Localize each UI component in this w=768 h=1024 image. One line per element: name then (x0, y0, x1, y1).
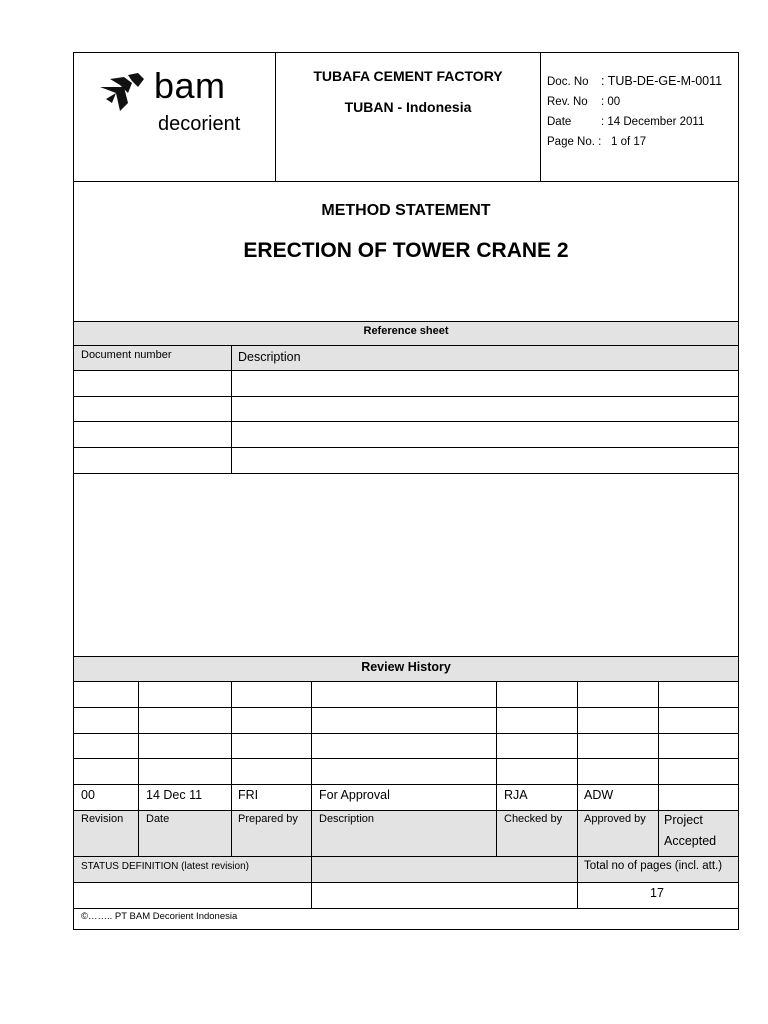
company-logo (98, 65, 258, 141)
bam-logo-icon (98, 73, 154, 113)
logo-subtitle: decorient (158, 113, 241, 135)
review-description: For Approval (319, 788, 390, 802)
date-label: Date (547, 116, 572, 128)
review-heading: Review History (361, 660, 451, 674)
status-definition-label: STATUS DEFINITION (latest revision) (81, 861, 249, 872)
doc-no-value: : TUB-DE-GE-M-0011 (601, 74, 723, 88)
label-revision: Revision (81, 813, 124, 825)
label-description: Description (319, 813, 375, 825)
divider (540, 53, 541, 181)
review-approved-by: ADW (584, 788, 614, 802)
label-project: Project (664, 813, 703, 827)
page-no-value: 1 of 17 (611, 136, 647, 148)
reference-col-doc-number: Document number (81, 349, 172, 361)
review-prepared-by: FRI (238, 788, 259, 802)
label-checked-by: Checked by (504, 813, 563, 825)
divider (74, 181, 738, 182)
review-date: 14 Dec 11 (146, 788, 203, 802)
total-pages-label: Total no of pages (incl. att.) (584, 860, 723, 872)
document-type: METHOD STATEMENT (321, 202, 491, 219)
total-pages-value: 17 (650, 886, 664, 900)
document-title: ERECTION OF TOWER CRANE 2 (243, 239, 569, 262)
logo-brand: bam (154, 65, 226, 106)
project-location: TUBAN - Indonesia (344, 99, 472, 115)
page-no-label: Page No. : (547, 136, 602, 148)
project-name: TUBAFA CEMENT FACTORY (313, 68, 503, 84)
rev-no-label: Rev. No (547, 96, 588, 108)
copyright-notice: ©…….. PT BAM Decorient Indonesia (81, 911, 238, 922)
label-approved-by: Approved by (584, 813, 646, 825)
review-checked-by: RJA (504, 788, 528, 802)
doc-no-label: Doc. No (547, 76, 589, 88)
label-prepared-by: Prepared by (238, 813, 298, 825)
reference-col-description: Description (238, 350, 301, 364)
reference-heading: Reference sheet (363, 325, 449, 337)
reference-column-row (74, 346, 738, 371)
document-page (73, 52, 739, 930)
review-revision: 00 (81, 788, 95, 802)
date-value: : 14 December 2011 (601, 116, 705, 128)
label-date: Date (146, 813, 170, 825)
rev-no-value: : 00 (601, 96, 621, 108)
label-accepted: Accepted (664, 834, 717, 848)
